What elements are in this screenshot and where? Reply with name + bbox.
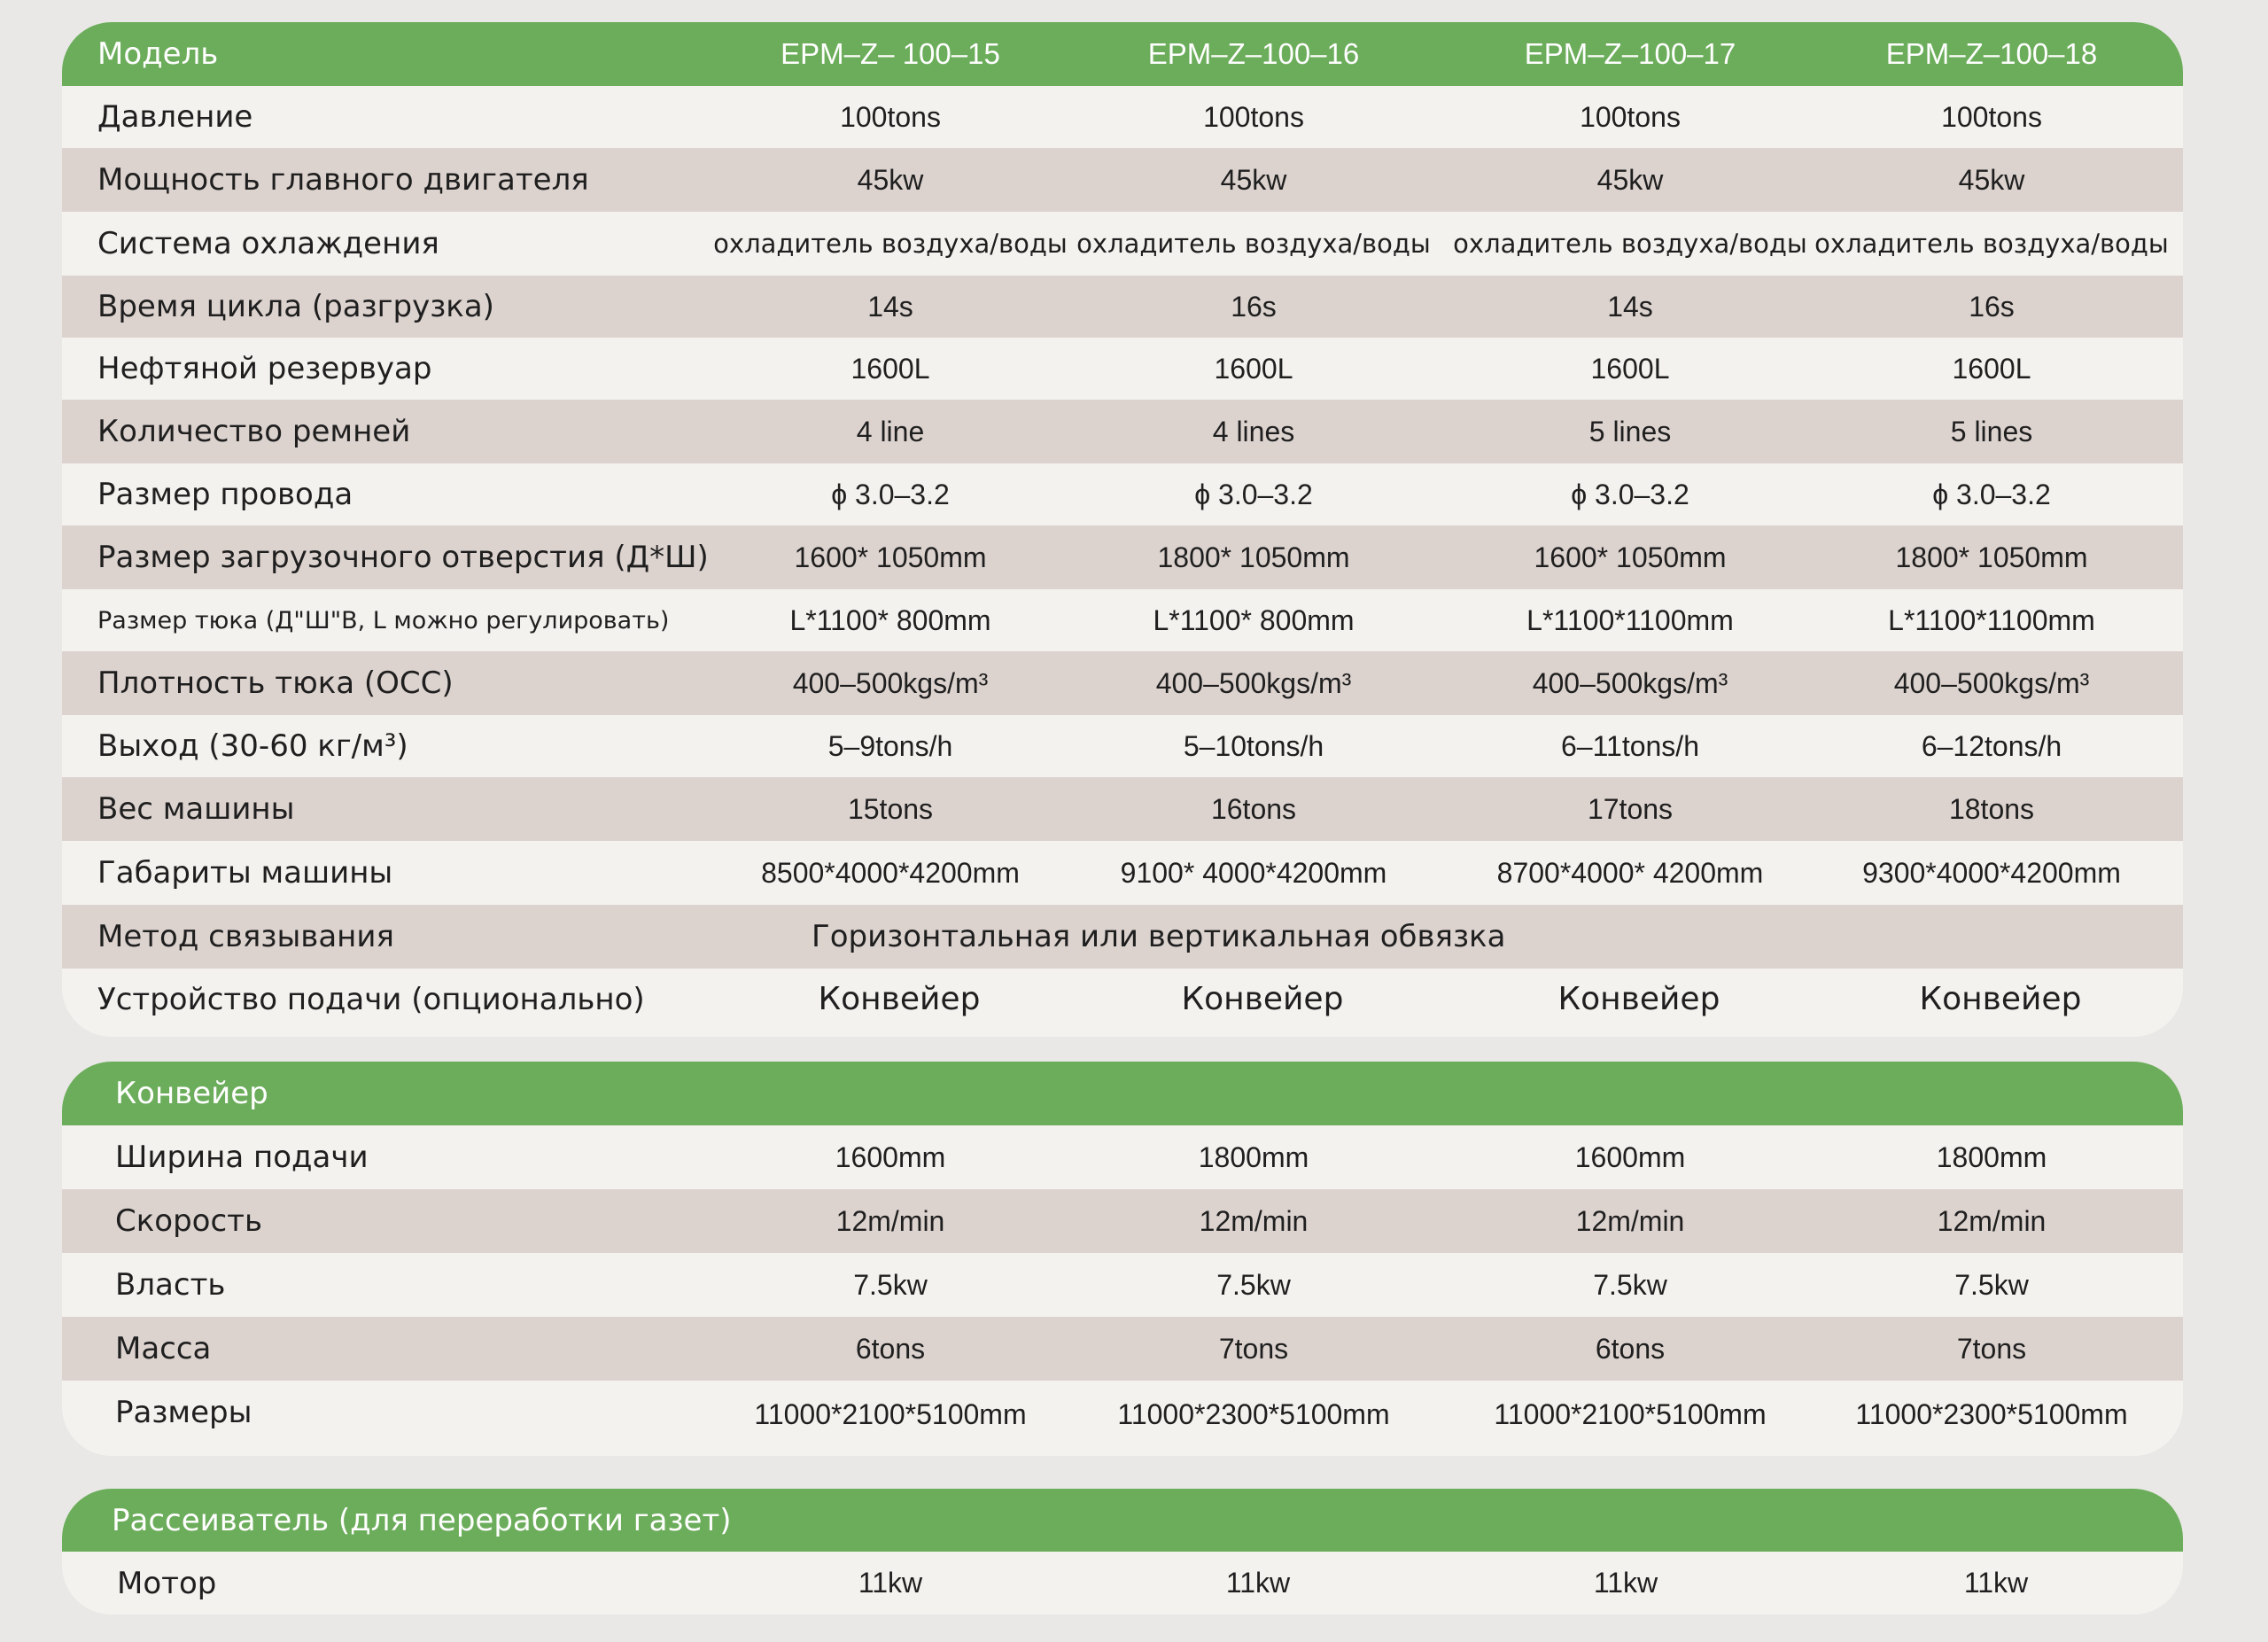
model-1-heading: EPM–Z– 100–15 [781, 37, 1000, 70]
row-machine-weight [62, 777, 2183, 841]
row-value-3: Конвейер [1557, 981, 1720, 1017]
row-value-1: 400–500kgs/m³ [792, 666, 989, 699]
row-label: Система охлаждения [97, 226, 439, 261]
row-value-2: 7tons [1218, 1332, 1289, 1365]
row-label: Ширина подачи [115, 1140, 369, 1175]
row-label: Размер тюка (Д"Ш"В, L можно регулировать) [97, 606, 670, 634]
row-value-1: 45kw [857, 163, 924, 196]
row-value-2: 11000*2300*5100mm [1117, 1397, 1390, 1430]
row-value-1: 12m/min [835, 1204, 945, 1237]
row-label: Размер провода [97, 477, 353, 512]
row-value-1: Конвейер [818, 981, 981, 1017]
row-label: Время цикла (разгрузка) [97, 289, 494, 324]
row-value-3: 45kw [1596, 163, 1664, 196]
spreader-table [62, 1489, 2183, 1615]
row-value-3: 6tons [1595, 1332, 1666, 1365]
row-oil-tank [62, 338, 2183, 400]
row-label: Мощность главного двигателя [97, 162, 589, 198]
row-value-1: охладитель воздуха/воды [713, 229, 1068, 259]
row-label: Нефтяной резервуар [97, 351, 432, 386]
row-main-motor-power [62, 148, 2183, 212]
conveyor-table [62, 1062, 2183, 1456]
row-value-3: охладитель воздуха/воды [1453, 229, 1807, 259]
row-bale-size [62, 589, 2183, 651]
row-feed-opening-size [62, 525, 2183, 589]
row-value-4: 18tons [1948, 792, 2035, 825]
row-value-2: 16tons [1210, 792, 1297, 825]
row-value-3: 100tons [1580, 100, 1681, 133]
row-value-4: 6–12tons/h [1921, 729, 2062, 762]
row-label: Устройство подачи (опционально) [97, 981, 645, 1017]
row-value-4: 45kw [1958, 163, 2025, 196]
row-value-2: 1800mm [1198, 1140, 1309, 1173]
row-label: Выход (30-60 кг/м³) [97, 728, 408, 764]
row-label: Давление [97, 99, 253, 135]
row-value-1: 8500*4000*4200mm [761, 856, 1020, 889]
conveyor-table-header [62, 1062, 2183, 1125]
row-value-2: 16s [1231, 290, 1277, 323]
row-value-1: 1600* 1050mm [794, 541, 987, 573]
row-value-2: охладитель воздуха/воды [1076, 229, 1431, 259]
row-value-2: 11kw [1225, 1567, 1291, 1599]
row-value-2: 1800* 1050mm [1157, 541, 1350, 573]
row-label: Власть [115, 1267, 226, 1303]
row-value-4: 7tons [1956, 1332, 2027, 1365]
row-label: Размеры [115, 1395, 252, 1430]
row-value-4: 100tons [1941, 100, 2042, 133]
row-label: Скорость [115, 1203, 262, 1239]
row-value-3: 400–500kgs/m³ [1532, 666, 1728, 699]
row-value-1: 4 line [856, 415, 925, 447]
row-value-3: 8700*4000* 4200mm [1496, 856, 1764, 889]
row-value-3: 17tons [1587, 792, 1674, 825]
spreader-table-header [62, 1489, 2183, 1552]
row-value-2: Конвейер [1181, 981, 1344, 1017]
row-value-1: 6tons [855, 1332, 926, 1365]
row-value-1: 1600mm [835, 1140, 946, 1173]
row-speed [62, 1189, 2183, 1253]
spreader-title: Рассеиватель (для переработки газет) [112, 1502, 732, 1538]
row-value-4: 1800* 1050mm [1895, 541, 2088, 573]
row-label: Мотор [117, 1565, 217, 1601]
row-value-4: 12m/min [1937, 1204, 2047, 1237]
row-value-3: 11000*2100*5100mm [1494, 1397, 1767, 1430]
row-value-4: 16s [1969, 290, 2015, 323]
row-output [62, 715, 2183, 777]
row-power [62, 1253, 2183, 1317]
row-value-3: 1600* 1050mm [1534, 541, 1727, 573]
row-feed-width [62, 1125, 2183, 1189]
row-value-3: 1600L [1590, 352, 1670, 385]
conveyor-title: Конвейер [115, 1076, 268, 1111]
row-pressure [62, 86, 2183, 148]
spec-table [62, 22, 2183, 1037]
model-2-heading: EPM–Z–100–16 [1147, 37, 1360, 70]
row-value-4: L*1100*1100mm [1888, 603, 2095, 636]
spec-table-header [62, 22, 2183, 86]
row-bale-density [62, 651, 2183, 715]
row-value-4: 1800mm [1936, 1140, 2047, 1173]
row-mass [62, 1317, 2183, 1381]
row-value-2: 4 lines [1212, 415, 1295, 447]
row-label: Размер загрузочного отверстия (Д*Ш) [97, 540, 709, 575]
binding-method-value: Горизонтальная или вертикальная обвязка [812, 919, 1506, 954]
row-binding-method [62, 905, 2183, 969]
row-value-2: 400–500kgs/m³ [1155, 666, 1352, 699]
row-value-1: 100tons [840, 100, 941, 133]
row-value-1: 11000*2100*5100mm [754, 1397, 1027, 1430]
row-value-4: Конвейер [1919, 981, 2082, 1017]
row-value-2: 12m/min [1199, 1204, 1309, 1237]
row-value-3: 12m/min [1575, 1204, 1685, 1237]
row-cooling-system [62, 212, 2183, 276]
row-value-2: L*1100* 800mm [1153, 603, 1355, 636]
row-value-2: 7.5kw [1216, 1268, 1291, 1301]
row-value-4: 7.5kw [1954, 1268, 2029, 1301]
row-value-4: 9300*4000*4200mm [1862, 856, 2121, 889]
row-feeding-device [62, 969, 2183, 1030]
row-value-1: 11kw [858, 1567, 923, 1599]
row-dimensions [62, 1381, 2183, 1456]
row-value-1: 5–9tons/h [827, 729, 953, 762]
row-value-4: 11000*2300*5100mm [1855, 1397, 2128, 1430]
row-value-2: 9100* 4000*4200mm [1120, 856, 1387, 889]
row-machine-dimensions [62, 841, 2183, 905]
model-3-heading: EPM–Z–100–17 [1524, 37, 1736, 70]
row-label: Масса [115, 1331, 212, 1366]
row-value-2: 100tons [1203, 100, 1304, 133]
row-value-4: 1600L [1952, 352, 2031, 385]
row-label: Метод связывания [97, 919, 394, 954]
row-value-2: 1600L [1214, 352, 1293, 385]
row-label: Габариты машины [97, 855, 393, 891]
row-value-4: 11kw [1963, 1567, 2029, 1599]
row-value-3: 1600mm [1574, 1140, 1686, 1173]
row-value-1: 1600L [850, 352, 930, 385]
row-wire-size [62, 463, 2183, 525]
row-motor [62, 1552, 2183, 1615]
row-value-1: 15tons [847, 792, 934, 825]
header-label: Модель [97, 36, 219, 72]
row-value-3: 11kw [1593, 1567, 1658, 1599]
row-value-4: ϕ 3.0–3.2 [1932, 478, 2051, 510]
row-cycle-time [62, 276, 2183, 338]
row-label: Количество ремней [97, 414, 411, 449]
row-value-1: ϕ 3.0–3.2 [831, 478, 950, 510]
row-value-3: 14s [1607, 290, 1653, 323]
row-belt-count [62, 400, 2183, 463]
row-value-3: 6–11tons/h [1561, 729, 1699, 762]
row-value-4: 5 lines [1950, 415, 2033, 447]
row-value-4: охладитель воздуха/воды [1814, 229, 2169, 259]
row-value-3: 7.5kw [1593, 1268, 1667, 1301]
row-value-1: 14s [867, 290, 913, 323]
row-value-2: 5–10tons/h [1183, 729, 1324, 762]
row-value-3: 5 lines [1588, 415, 1672, 447]
row-value-1: 7.5kw [853, 1268, 928, 1301]
row-value-2: 45kw [1220, 163, 1287, 196]
row-value-3: ϕ 3.0–3.2 [1571, 478, 1689, 510]
model-4-heading: EPM–Z–100–18 [1885, 37, 2098, 70]
row-value-1: L*1100* 800mm [789, 603, 991, 636]
row-label: Вес машины [97, 791, 295, 827]
row-value-2: ϕ 3.0–3.2 [1194, 478, 1313, 510]
row-value-4: 400–500kgs/m³ [1893, 666, 2090, 699]
row-value-3: L*1100*1100mm [1526, 603, 1734, 636]
row-label: Плотность тюка (OCC) [97, 665, 454, 701]
